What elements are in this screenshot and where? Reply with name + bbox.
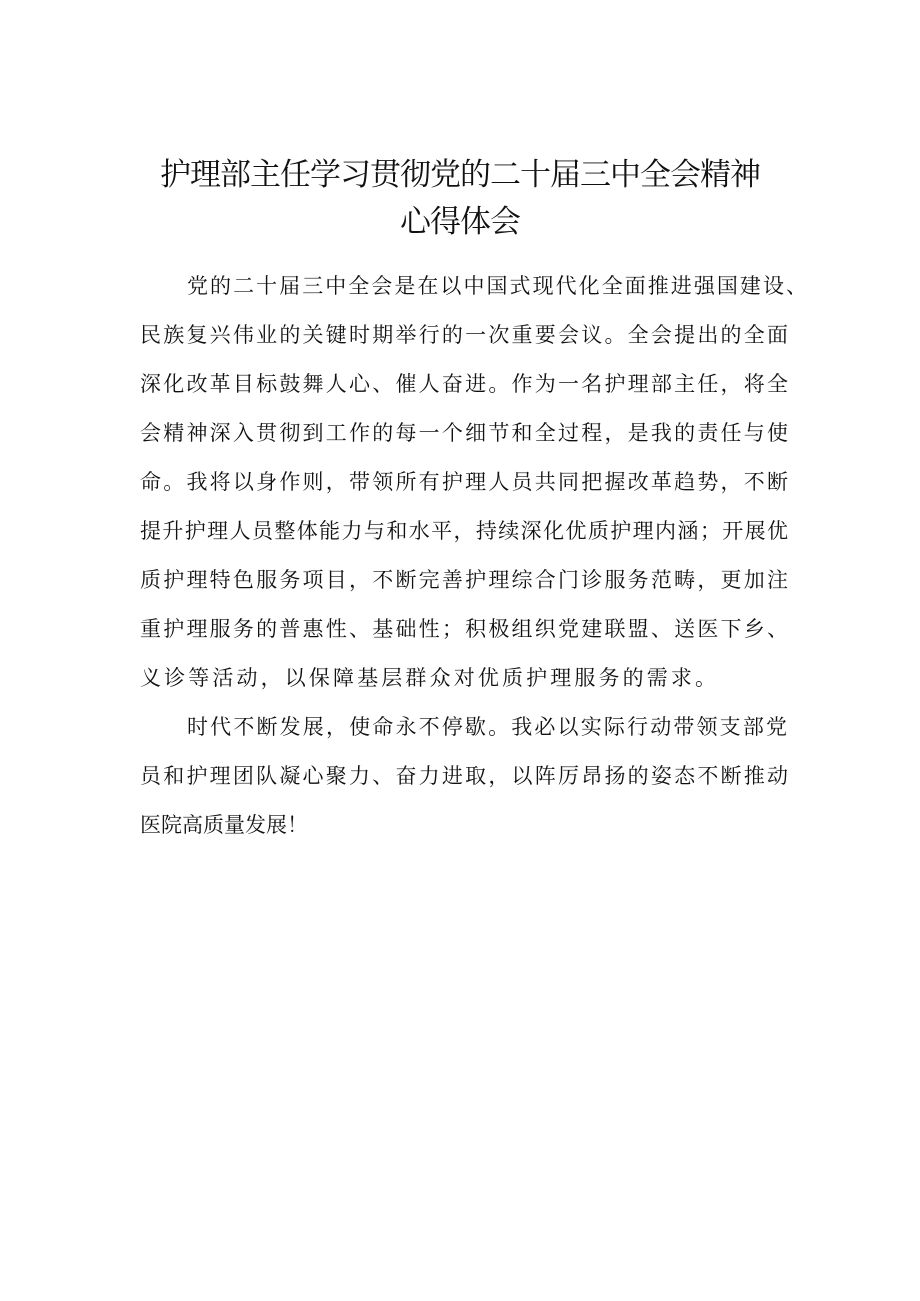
body-line-6: 提升护理人员整体能力与和水平，持续深化优质护理内涵；开展优 — [140, 519, 788, 543]
body-line-1: 党的二十届三中全会是在以中国式现代化全面推进强国建设、 — [187, 274, 807, 298]
body-line-3: 深化改革目标鼓舞人心、催人奋进。作为一名护理部主任，将全 — [140, 372, 788, 396]
body-line-10: 时代不断发展，使命永不停歇。我必以实际行动带领支部党 — [187, 715, 787, 739]
body-line-8: 重护理服务的普惠性、基础性；积极组织党建联盟、送医下乡、 — [140, 617, 788, 641]
body-line-11: 员和护理团队凝心聚力、奋力进取，以阵厉昂扬的姿态不断推动 — [140, 764, 788, 788]
body-line-12: 医院高质量发展！ — [140, 813, 308, 837]
document-title-line-2: 心得体会 — [400, 204, 520, 240]
body-line-9: 义诊等活动，以保障基层群众对优质护理服务的需求。 — [140, 666, 716, 690]
document-title-line-1: 护理部主任学习贯彻党的二十届三中全会精神 — [160, 157, 760, 193]
body-line-5: 命。我将以身作则，带领所有护理人员共同把握改革趋势，不断 — [140, 470, 788, 494]
body-line-4: 会精神深入贯彻到工作的每一个细节和全过程，是我的责任与使 — [140, 421, 788, 445]
body-line-7: 质护理特色服务项目，不断完善护理综合门诊服务范畴，更加注 — [140, 568, 788, 592]
body-line-2: 民族复兴伟业的关键时期举行的一次重要会议。全会提出的全面 — [140, 323, 788, 347]
